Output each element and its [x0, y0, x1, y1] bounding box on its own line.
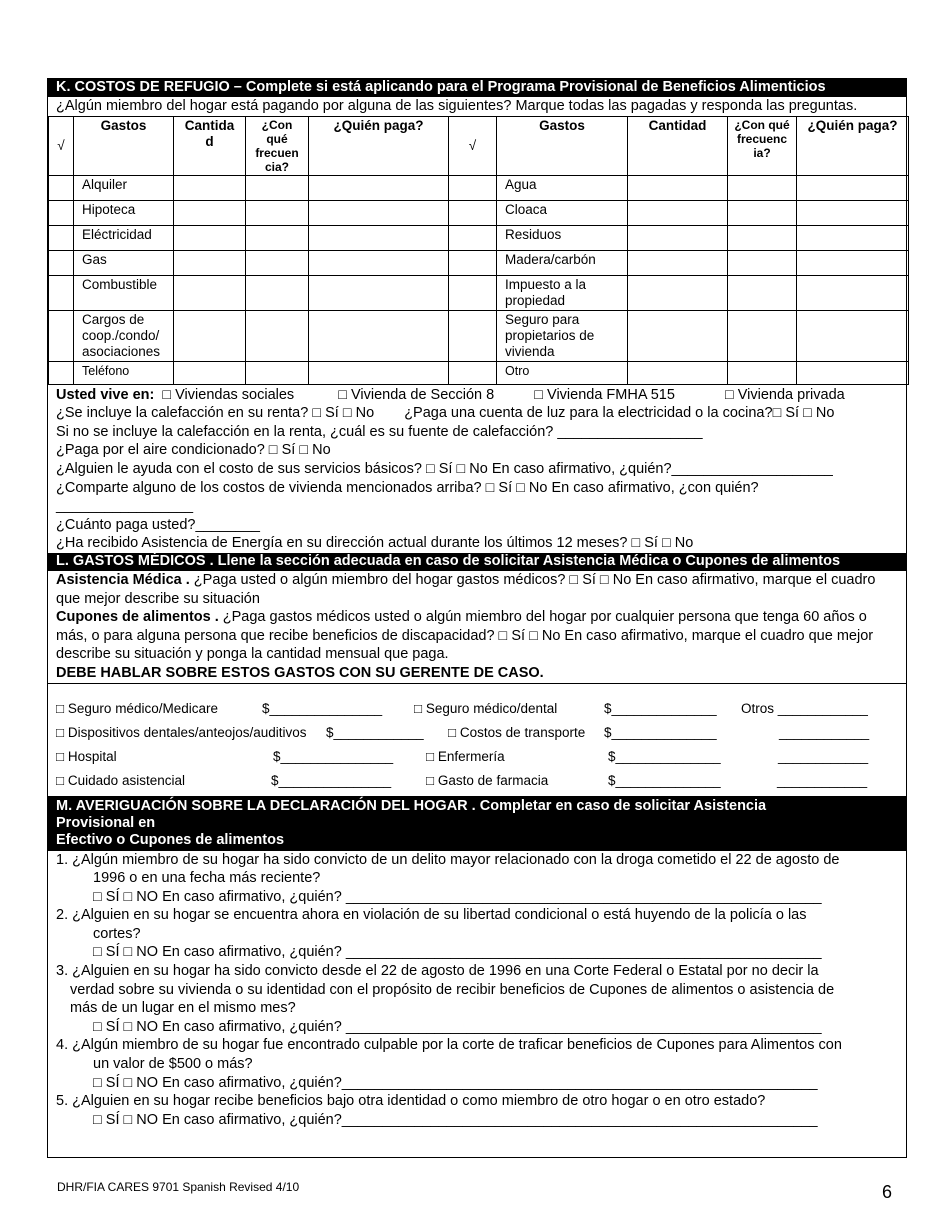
amount-cell[interactable]	[174, 310, 246, 361]
amount-assisted-care[interactable]: $_______________	[271, 772, 392, 788]
amount-cell[interactable]	[174, 275, 246, 310]
question-2-text: 2. ¿Alguien en su hogar se encuentra ahora en violación de su libertad condicional o está huyendo de la policía o las	[56, 907, 807, 924]
section-k-intro: ¿Algún miembro del hogar está pagando por alguna de las siguientes? Marque todas las pagadas y responda las preguntas.	[56, 98, 858, 114]
expense-label: Madera/carbón	[497, 250, 628, 275]
light-bill-question[interactable]: ¿Paga una cuenta de luz para la electricidad o la cocina?□ Sí □ No	[404, 405, 835, 422]
food-stamps-text	[48, 608, 906, 664]
table-row	[49, 361, 909, 384]
expense-label: Impuesto a la propiedad	[497, 275, 628, 310]
expense-label: Cloaca	[497, 200, 628, 225]
amount-pharmacy[interactable]: $______________	[608, 772, 721, 788]
frecuencia-column-header: ¿Con qué frecuen cia?	[246, 116, 309, 175]
cantidad-column-header-right: Cantidad	[628, 116, 728, 175]
heat-light-row	[48, 404, 906, 423]
question-5-answer[interactable]: □ SÍ □ NO En caso afirmativo, ¿quién?___________________________________________________________	[93, 1111, 818, 1128]
question-5	[48, 1092, 906, 1129]
question-3-answer[interactable]: □ SÍ □ NO En caso afirmativo, ¿quién? ___________________________________________________________	[93, 1018, 822, 1035]
option-pharmacy[interactable]: □ Gasto de farmacia	[426, 772, 549, 788]
energy-assistance-question[interactable]: ¿Ha recibido Asistencia de Energía en su dirección actual durante los últimos 12 meses? □ Sí □ No	[56, 535, 694, 552]
frequency-cell[interactable]	[246, 175, 309, 200]
check-cell[interactable]	[449, 361, 497, 384]
amount-cell[interactable]	[628, 361, 728, 384]
lives-in-label: Usted vive en:	[56, 386, 155, 403]
check-cell[interactable]	[449, 175, 497, 200]
quien-column-header-right: ¿Quién paga?	[797, 116, 909, 175]
ac-question[interactable]: ¿Paga por el aire condicionado? □ Sí □ No	[56, 442, 331, 459]
amount-dental-devices[interactable]: $____________	[326, 724, 424, 740]
table-row	[49, 250, 909, 275]
payer-cell[interactable]	[309, 310, 449, 361]
question-4	[48, 1036, 906, 1092]
question-4-text-cont: un valor de $500 o más?	[93, 1056, 253, 1073]
share-costs-question[interactable]: ¿Comparte alguno de los costos de vivienda mencionados arriba? □ Sí □ No En caso afirmativo, ¿con quién?	[56, 479, 759, 496]
check-column-header: √	[49, 116, 74, 175]
payer-cell[interactable]	[309, 275, 449, 310]
other-blank-4[interactable]: ____________	[777, 772, 868, 788]
frequency-cell[interactable]	[728, 200, 797, 225]
section-m-header-line3: Efectivo o Cupones de alimentos	[56, 831, 285, 848]
other-blank-2[interactable]: ____________	[779, 724, 870, 740]
payer-cell[interactable]	[309, 225, 449, 250]
amount-cell[interactable]	[628, 200, 728, 225]
expense-label: Eléctricidad	[74, 225, 174, 250]
option-dental-insurance[interactable]: □ Seguro médico/dental	[414, 700, 558, 716]
section-m-header-line1: M. AVERIGUACIÓN SOBRE LA DECLARACIÓN DEL HOGAR . Completar en caso de solicitar Asistencia	[56, 797, 767, 814]
expense-label: Cargos de coop./condo/ asociaciones	[74, 310, 174, 361]
amount-transport[interactable]: $______________	[604, 724, 717, 740]
option-dental-devices[interactable]: □ Dispositivos dentales/anteojos/auditivos	[56, 724, 307, 740]
check-cell[interactable]	[449, 275, 497, 310]
option-hospital[interactable]: □ Hospital	[56, 748, 117, 764]
frequency-cell[interactable]	[246, 275, 309, 310]
amount-hospital[interactable]: $_______________	[273, 748, 394, 764]
expense-label: Residuos	[497, 225, 628, 250]
question-3-text-cont2: más de un lugar en el mismo mes?	[70, 1000, 296, 1017]
check-cell[interactable]	[49, 310, 74, 361]
question-1-answer[interactable]: □ SÍ □ NO En caso afirmativo, ¿quién? ___________________________________________________________	[93, 888, 822, 905]
option-section8[interactable]: □ Vivienda de Sección 8	[338, 386, 495, 403]
frequency-cell[interactable]	[728, 175, 797, 200]
expense-label: Alquiler	[74, 175, 174, 200]
question-4-text: 4. ¿Algún miembro de su hogar fue encontrado culpable por la corte de traficar beneficios de Cupones para Alimentos con	[56, 1037, 842, 1054]
food-stamps-question[interactable]: ¿Paga gastos médicos usted o algún miembro del hogar por cualquier persona que tenga 60 años o más, o para alguna persona que recibe beneficios de discapacidad? □ Sí □ No En caso afirmativo, marque el cuadro que mejor describe su situación y ponga la cantidad mensual que paga.	[56, 609, 874, 663]
page-number: 6	[882, 1182, 893, 1202]
medical-assistance-label: Asistencia Médica .	[56, 571, 190, 588]
form-identifier: DHR/FIA CARES 9701 Spanish Revised 4/10	[57, 1180, 300, 1194]
option-assisted-care[interactable]: □ Cuidado asistencial	[56, 772, 185, 788]
gastos-column-header-right: Gastos	[497, 116, 628, 175]
question-3-text-cont: verdad sobre su vivienda o su identidad con el propósito de recibir beneficios de Cupones de alimentos o asistencia de	[70, 981, 835, 998]
amount-cell[interactable]	[628, 175, 728, 200]
frequency-cell[interactable]	[728, 361, 797, 384]
amount-cell[interactable]	[628, 275, 728, 310]
amount-medicare[interactable]: $_______________	[262, 700, 383, 716]
heat-included-question[interactable]: ¿Se incluye la calefacción en su renta? □ Sí □ No	[56, 405, 375, 422]
expense-label: Otro	[497, 361, 628, 384]
payer-cell[interactable]	[309, 250, 449, 275]
payer-cell[interactable]	[309, 361, 449, 384]
check-cell[interactable]	[49, 361, 74, 384]
check-column-header-right: √	[449, 116, 497, 175]
check-cell[interactable]	[449, 200, 497, 225]
amount-nursing[interactable]: $______________	[608, 748, 721, 764]
other-blank[interactable]: Otros ____________	[741, 700, 868, 716]
payer-cell[interactable]	[797, 250, 909, 275]
frequency-cell[interactable]	[246, 250, 309, 275]
form-frame	[47, 78, 907, 1158]
check-cell[interactable]	[49, 200, 74, 225]
option-medicare[interactable]: □ Seguro médico/Medicare	[56, 700, 218, 716]
amount-dental-insurance[interactable]: $______________	[604, 700, 717, 716]
question-2-answer[interactable]: □ SÍ □ NO En caso afirmativo, ¿quién? ___________________________________________________________	[93, 944, 822, 961]
frecuencia-column-header-right: ¿Con qué frecuenc ia?	[728, 116, 797, 175]
heat-source-question[interactable]: Si no se incluye la calefacción en la renta, ¿cuál es su fuente de calefacción? __________________	[56, 423, 703, 440]
amount-cell[interactable]	[174, 175, 246, 200]
medical-assistance-question[interactable]: ¿Paga usted o algún miembro del hogar gastos médicos? □ Sí □ No En caso afirmativo, marque el cuadro que mejor describe su situación	[56, 571, 876, 607]
frequency-cell[interactable]	[728, 250, 797, 275]
payer-cell[interactable]	[797, 200, 909, 225]
table-row	[49, 225, 909, 250]
question-2-text-cont: cortes?	[93, 925, 141, 942]
expense-label: Hipoteca	[74, 200, 174, 225]
question-1-text-cont: 1996 o en una fecha más reciente?	[93, 870, 321, 887]
table-row	[49, 275, 909, 310]
expense-label: Combustible	[74, 275, 174, 310]
amount-cell[interactable]	[628, 310, 728, 361]
option-private[interactable]: □ Vivienda privada	[724, 386, 845, 403]
amount-cell[interactable]	[628, 250, 728, 275]
payer-cell[interactable]	[797, 361, 909, 384]
amount-cell[interactable]	[174, 200, 246, 225]
table-row	[49, 310, 909, 361]
expense-label: Teléfono	[74, 361, 174, 384]
food-stamps-label: Cupones de alimentos .	[56, 609, 219, 626]
check-cell[interactable]	[49, 175, 74, 200]
payer-cell[interactable]	[309, 175, 449, 200]
amount-cell[interactable]	[174, 250, 246, 275]
expense-label: Gas	[74, 250, 174, 275]
gastos-column-header: Gastos	[74, 116, 174, 175]
medical-assistance-text	[48, 571, 906, 608]
option-nursing[interactable]: □ Enfermería	[426, 748, 505, 764]
option-public-housing[interactable]: □ Viviendas sociales	[162, 386, 295, 403]
lives-in-row	[48, 386, 906, 405]
frequency-cell[interactable]	[728, 310, 797, 361]
check-cell[interactable]	[449, 225, 497, 250]
shelter-expense-table	[48, 116, 909, 385]
question-1	[48, 851, 906, 907]
payer-cell[interactable]	[309, 200, 449, 225]
check-cell[interactable]	[449, 250, 497, 275]
payer-cell[interactable]	[797, 225, 909, 250]
question-4-answer[interactable]: □ SÍ □ NO En caso afirmativo, ¿quién?___________________________________________________________	[93, 1074, 818, 1091]
check-cell[interactable]	[449, 310, 497, 361]
frequency-cell[interactable]	[246, 200, 309, 225]
quien-column-header: ¿Quién paga?	[309, 116, 449, 175]
section-l-header: L. GASTOS MÉDICOS . Llene la sección adecuada en caso de solicitar Asistencia Médica o Cupones de alimentos	[48, 553, 906, 571]
check-cell[interactable]	[49, 250, 74, 275]
frequency-cell[interactable]	[728, 275, 797, 310]
expense-label: Agua	[497, 175, 628, 200]
frequency-cell[interactable]	[246, 361, 309, 384]
must-talk-note: DEBE HABLAR SOBRE ESTOS GASTOS CON SU GERENTE DE CASO.	[56, 664, 544, 681]
other-blank-3[interactable]: ____________	[778, 748, 869, 764]
frequency-cell[interactable]	[246, 225, 309, 250]
check-cell[interactable]	[49, 275, 74, 310]
question-2	[48, 906, 906, 962]
table-row	[49, 175, 909, 200]
amount-cell[interactable]	[174, 361, 246, 384]
amount-cell[interactable]	[174, 225, 246, 250]
payer-cell[interactable]	[797, 175, 909, 200]
frequency-cell[interactable]	[728, 225, 797, 250]
amount-cell[interactable]	[628, 225, 728, 250]
how-much-question[interactable]: ¿Cuánto paga usted?________	[56, 516, 260, 533]
section-m-header	[48, 796, 906, 851]
option-fmha515[interactable]: □ Vivienda FMHA 515	[534, 386, 675, 403]
utility-help-question[interactable]: ¿Alguien le ayuda con el costo de sus servicios básicos? □ Sí □ No En caso afirmativo, ¿quién?____________________	[56, 460, 833, 477]
section-k-header: K. COSTOS DE REFUGIO – Complete si está aplicando para el Programa Provisional de Beneficios Alimenticios	[48, 79, 906, 97]
question-5-text: 5. ¿Alguien en su hogar recibe beneficios bajo otra identidad o como miembro de otro hogar o en otro estado?	[56, 1093, 766, 1110]
question-3	[48, 962, 906, 1036]
check-cell[interactable]	[49, 225, 74, 250]
payer-cell[interactable]	[797, 275, 909, 310]
payer-cell[interactable]	[797, 310, 909, 361]
table-row	[49, 200, 909, 225]
option-transport[interactable]: □ Costos de transporte	[448, 724, 586, 740]
question-3-text: 3. ¿Alguien en su hogar ha sido convicto desde el 22 de agosto de 1996 en una Corte Federal o Estatal por no decir la	[56, 963, 819, 980]
cantidad-column-header: Cantida d	[174, 116, 246, 175]
expense-label: Seguro para propietarios de vivienda	[497, 310, 628, 361]
share-costs-blank[interactable]: _________________	[56, 498, 194, 515]
frequency-cell[interactable]	[246, 310, 309, 361]
section-m-header-line2: Provisional en	[56, 814, 156, 831]
medical-expense-grid	[48, 683, 906, 796]
question-1-text: 1. ¿Algún miembro de su hogar ha sido convicto de un delito mayor relacionado con la droga cometido el 22 de agosto de	[56, 851, 840, 868]
